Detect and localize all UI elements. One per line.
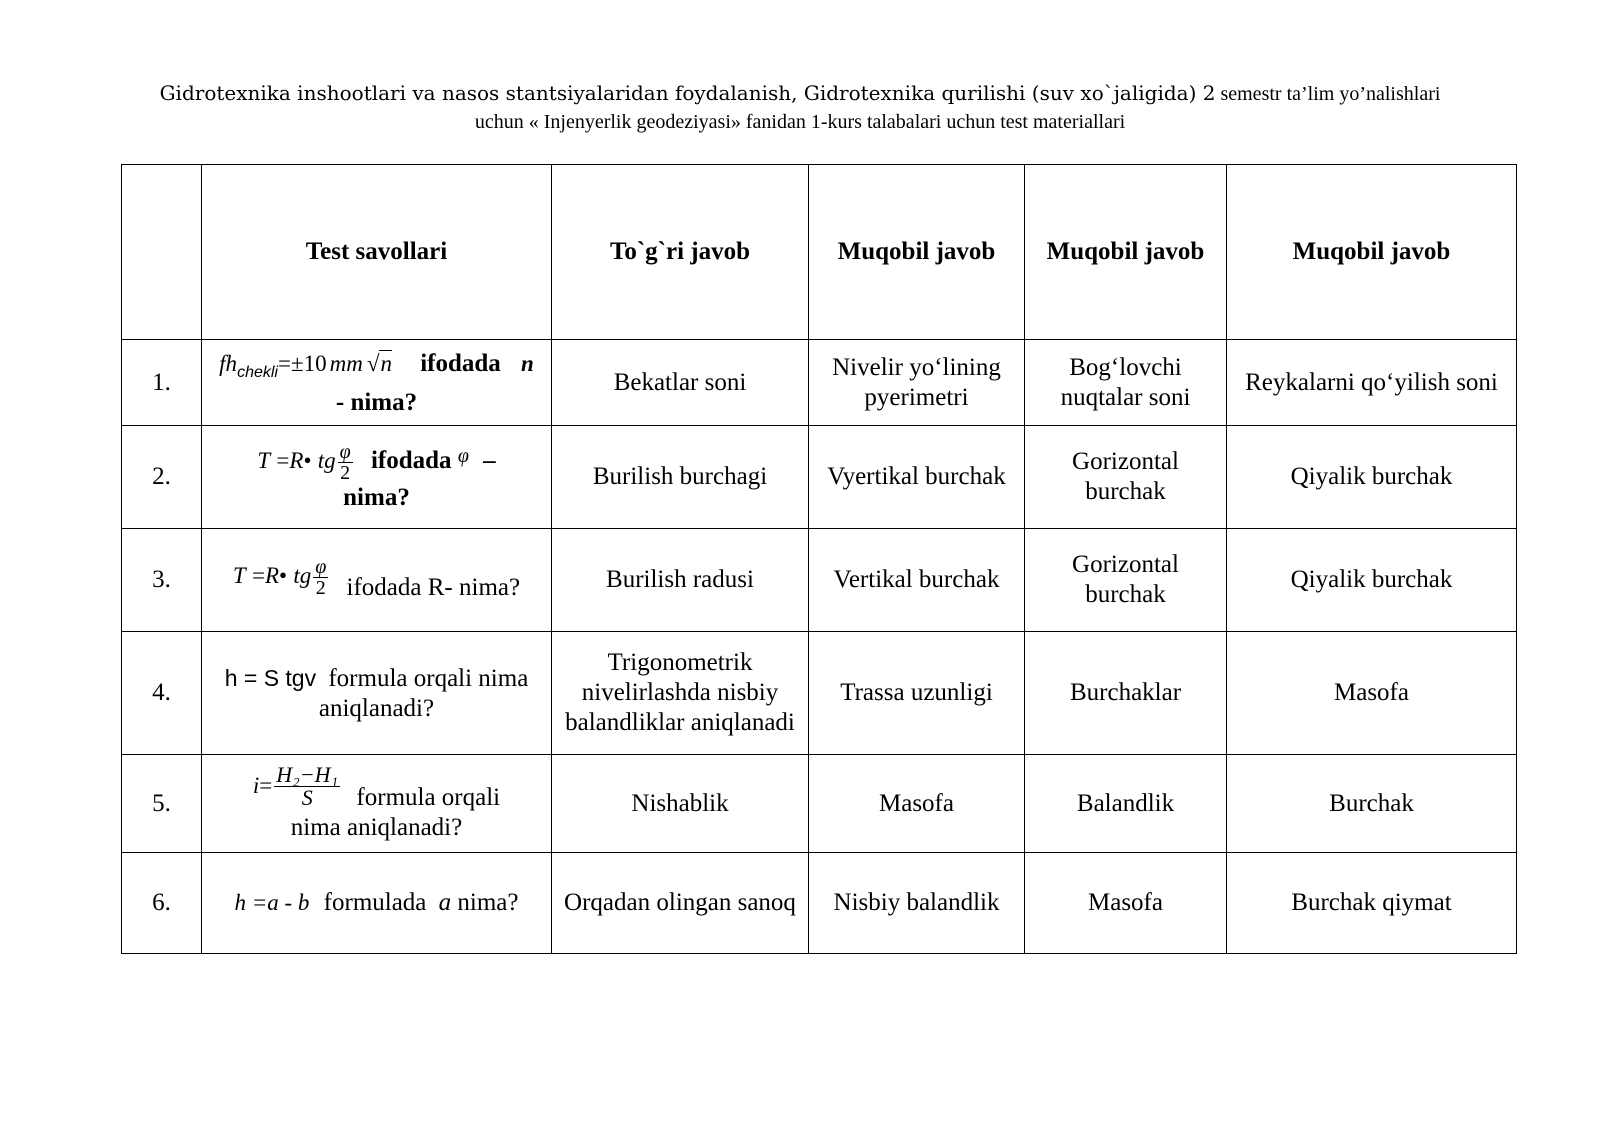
document-heading bbox=[0, 78, 1600, 135]
heading-line-1 bbox=[0, 78, 1600, 109]
formula: $fh_{chekli}=\pm 10$ mm √n bbox=[219, 350, 392, 381]
correct-answer: Trigonometrik nivelirlashda nisbiy balandliklar aniqlanadi bbox=[552, 632, 809, 755]
formula: T =R• tg $\frac{\varphi}{2}$ bbox=[232, 555, 327, 599]
header-alternative-2: Muqobil javob bbox=[1025, 165, 1227, 340]
alternative-answer-3: Burchak bbox=[1227, 755, 1517, 853]
alternative-answer-1: Nisbiy balandlik bbox=[809, 853, 1025, 954]
alternative-answer-2: Gorizontal burchak bbox=[1025, 529, 1227, 632]
alternative-answer-3: Masofa bbox=[1227, 632, 1517, 755]
header-alternative-1: Muqobil javob bbox=[809, 165, 1025, 340]
row-number: 2. bbox=[122, 426, 202, 529]
formula: i= $\frac{\text{H₂−H₁}}{S}$ bbox=[252, 762, 339, 811]
question-tail: nima? bbox=[457, 889, 519, 916]
question-variable: φ bbox=[457, 445, 469, 468]
row-number: 1. bbox=[122, 340, 202, 426]
question-text: ifodada R- nima? bbox=[346, 574, 521, 602]
correct-answer: Nishablik bbox=[552, 755, 809, 853]
row-number: 6. bbox=[122, 853, 202, 954]
formula: T =R• tg $\frac{\varphi}{2}$ bbox=[257, 440, 351, 484]
alternative-answer-2: Bog‘lovchi nuqtalar soni bbox=[1025, 340, 1227, 426]
alternative-answer-3: Qiyalik burchak bbox=[1227, 529, 1517, 632]
table-row bbox=[122, 340, 1517, 426]
question-cell bbox=[202, 755, 552, 853]
alternative-answer-1: Vyertikal burchak bbox=[809, 426, 1025, 529]
correct-answer: Bekatlar soni bbox=[552, 340, 809, 426]
question-dash: – bbox=[483, 447, 496, 475]
question-variable: n bbox=[521, 350, 534, 376]
alternative-answer-3: Burchak qiymat bbox=[1227, 853, 1517, 954]
formula: h = S tgv bbox=[224, 664, 317, 691]
header-number bbox=[122, 165, 202, 340]
table-row bbox=[122, 529, 1517, 632]
alternative-answer-1: Nivelir yo‘lining pyerimetri bbox=[809, 340, 1025, 426]
question-cell bbox=[202, 853, 552, 954]
question-text: formulada bbox=[323, 889, 427, 916]
alternative-answer-1: Vertikal burchak bbox=[809, 529, 1025, 632]
alternative-answer-3: Qiyalik burchak bbox=[1227, 426, 1517, 529]
question-text: ifodada bbox=[370, 447, 452, 475]
question-text: formula orqali bbox=[356, 783, 501, 811]
correct-answer: Burilish radusi bbox=[552, 529, 809, 632]
row-number: 4. bbox=[122, 632, 202, 755]
alternative-answer-1: Masofa bbox=[809, 755, 1025, 853]
correct-answer: Burilish burchagi bbox=[552, 426, 809, 529]
question-cell bbox=[202, 529, 552, 632]
correct-answer: Orqadan olingan sanoq bbox=[552, 853, 809, 954]
alternative-answer-1: Trassa uzunligi bbox=[809, 632, 1025, 755]
alternative-answer-2: Masofa bbox=[1025, 853, 1227, 954]
table-row bbox=[122, 853, 1517, 954]
heading-line-1-tail: semestr ta’lim yo’nalishlari bbox=[1215, 83, 1441, 105]
row-number: 3. bbox=[122, 529, 202, 632]
row-number: 5. bbox=[122, 755, 202, 853]
question-text: formula orqali nima aniqlanadi? bbox=[318, 664, 529, 722]
formula: h =a - b bbox=[234, 890, 310, 915]
question-cell bbox=[202, 426, 552, 529]
test-table bbox=[121, 164, 1517, 954]
header-alternative-3: Muqobil javob bbox=[1227, 165, 1517, 340]
table-row bbox=[122, 632, 1517, 755]
alternative-answer-2: Burchaklar bbox=[1025, 632, 1227, 755]
heading-line-1-main: Gidrotexnika inshootlari va nasos stantsiyalaridan foydalanish, Gidrotexnika qurilishi (suv xo`jaligida) 2 bbox=[159, 81, 1216, 105]
table-row bbox=[122, 426, 1517, 529]
alternative-answer-3: Reykalarni qo‘yilish soni bbox=[1227, 340, 1517, 426]
question-variable: a bbox=[438, 889, 452, 916]
alternative-answer-2: Gorizontal burchak bbox=[1025, 426, 1227, 529]
table-header-row bbox=[122, 165, 1517, 340]
header-question: Test savollari bbox=[202, 165, 552, 340]
heading-line-2: uchun « Injenyerlik geodeziyasi» fanidan 1-kurs talabalari uchun test materiallari bbox=[474, 111, 1126, 133]
question-cell bbox=[202, 340, 552, 426]
question-text: ifodada bbox=[420, 349, 501, 377]
header-correct-answer: To`g`ri javob bbox=[552, 165, 809, 340]
question-tail: nima aniqlanadi? bbox=[290, 813, 463, 841]
question-tail: - nima? bbox=[335, 388, 418, 416]
question-tail: nima? bbox=[343, 483, 410, 511]
alternative-answer-2: Balandlik bbox=[1025, 755, 1227, 853]
table-row bbox=[122, 755, 1517, 853]
question-cell bbox=[202, 632, 552, 755]
